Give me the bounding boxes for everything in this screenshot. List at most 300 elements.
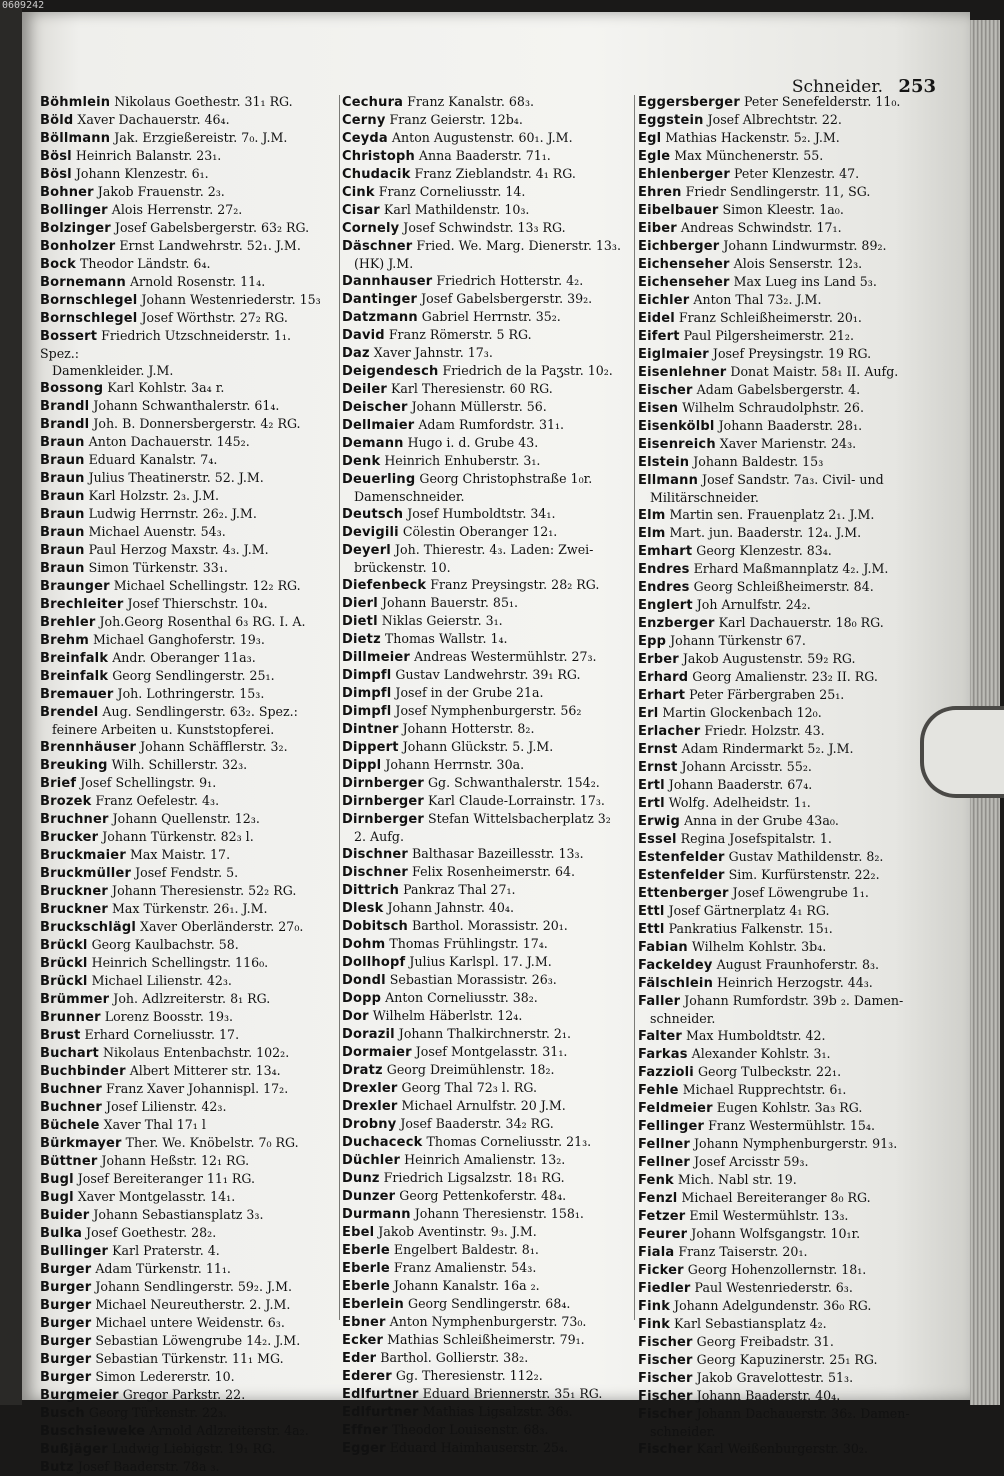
- entry-surname: Bornschlegel: [40, 311, 138, 326]
- entry-surname: Braun: [40, 435, 85, 450]
- entry-details: Paul Pilgersheimerstr. 21₂.: [679, 328, 854, 343]
- directory-entry: [342, 720, 634, 738]
- entry-details: Friedrich Ligsalzstr. 18₁ RG.: [379, 1170, 565, 1185]
- entry-surname: Demann: [342, 436, 404, 451]
- directory-entry: [638, 884, 930, 902]
- directory-entry: [342, 971, 634, 989]
- entry-surname: Ecker: [342, 1333, 384, 1348]
- directory-entry: [638, 1135, 930, 1153]
- directory-entry: [342, 1169, 634, 1187]
- directory-entry: [342, 1187, 634, 1205]
- directory-entry: [40, 667, 332, 685]
- entry-details: Thomas Frühlingstr. 17₄.: [385, 936, 548, 951]
- entry-details: Gregor Parkstr. 22.: [118, 1387, 246, 1402]
- entry-surname: Fenzl: [638, 1191, 678, 1206]
- directory-entry: [342, 380, 634, 398]
- directory-entry: [342, 505, 634, 523]
- directory-entry: [342, 183, 634, 201]
- entry-surname: Eder: [342, 1351, 377, 1366]
- entry-surname: Brozek: [40, 794, 92, 809]
- entry-details: Joh. B. Donnersbergerstr. 4₂ RG.: [89, 416, 301, 431]
- entry-details: Arnold Rosenstr. 11₄.: [125, 274, 266, 289]
- directory-entry: [638, 920, 930, 938]
- entry-details: Franz Corneliusstr. 14.: [374, 184, 526, 199]
- directory-entry: [40, 219, 332, 237]
- entry-details: Thomas Wallstr. 1₄.: [380, 631, 508, 646]
- entry-details: Johann Baaderstr. 40₄.: [692, 1388, 841, 1403]
- directory-entry: [638, 866, 930, 884]
- entry-details: Xaver Dachauerstr. 46₄.: [73, 112, 230, 127]
- directory-entry: [40, 379, 332, 397]
- entry-surname: Christoph: [342, 149, 415, 164]
- entry-surname: Epp: [638, 634, 667, 649]
- entry-details: Barthol. Gollierstr. 38₂.: [376, 1350, 529, 1365]
- directory-entry: [40, 327, 332, 379]
- entry-surname: Breinfalk: [40, 669, 109, 684]
- entry-surname: Buchbinder: [40, 1064, 126, 1079]
- entry-details: Franz Xaver Johannispl. 17₂.: [102, 1081, 289, 1096]
- entry-details: Mathias Ligsalzstr. 36₃.: [418, 1404, 573, 1419]
- entry-details: Johann Bauerstr. 85₁.: [377, 595, 519, 610]
- entry-surname: Feurer: [638, 1227, 688, 1242]
- entry-surname: Fellner: [638, 1137, 690, 1152]
- entry-surname: Dellmaier: [342, 418, 415, 433]
- directory-entry: [638, 1225, 930, 1243]
- entry-surname: Ertl: [638, 796, 665, 811]
- entry-details: Josef Baaderstr. 78a ₃.: [73, 1459, 220, 1474]
- entry-surname: Drobny: [342, 1117, 397, 1132]
- entry-surname: Eichenseher: [638, 275, 730, 290]
- entry-details: Adam Rindermarkt 5₂. J.M.: [677, 741, 854, 756]
- entry-continuation: brückenstr. 10.: [354, 560, 451, 575]
- entry-details: Georg Klenzestr. 83₄.: [692, 543, 832, 558]
- directory-entry: [638, 417, 930, 435]
- directory-entry: [638, 1063, 930, 1081]
- entry-surname: Brandl: [40, 417, 90, 432]
- directory-entry: [40, 792, 332, 810]
- entry-details: Heinrich Enhuberstr. 3₁.: [380, 453, 541, 468]
- entry-surname: Ehren: [638, 185, 682, 200]
- entry-surname: Estenfelder: [638, 850, 725, 865]
- entry-surname: Effner: [342, 1423, 388, 1438]
- entry-surname: Brennhäuser: [40, 740, 137, 755]
- directory-entry: [40, 93, 332, 111]
- entry-details: Anton Augustenstr. 60₁. J.M.: [387, 130, 573, 145]
- entry-details: Michael Bereiteranger 8₀ RG.: [677, 1190, 871, 1205]
- entry-details: Johann Thalkirchnerstr. 2₁.: [394, 1026, 571, 1041]
- entry-details: Johann Arcisstr. 55₂.: [677, 759, 812, 774]
- entry-details: Anna in der Grube 43a₀.: [680, 813, 839, 828]
- entry-surname: Brust: [40, 1028, 81, 1043]
- entry-surname: Fischer: [638, 1335, 693, 1350]
- entry-surname: Ettenberger: [638, 886, 729, 901]
- entry-details: Josef Gärtnerplatz 4₁ RG.: [664, 903, 830, 918]
- directory-entry: [342, 147, 634, 165]
- entry-details: Johann Türkenstr 67.: [666, 633, 806, 648]
- directory-entry: [40, 273, 332, 291]
- entry-details: Johann Baaderstr. 28₁.: [714, 418, 863, 433]
- entry-details: Johann Schäfflerstr. 3₂.: [136, 739, 288, 754]
- directory-entry: [342, 899, 634, 917]
- entry-details: Eugen Kohlstr. 3a₃ RG.: [712, 1100, 863, 1115]
- directory-entry: [40, 255, 332, 273]
- directory-entry: [638, 1153, 930, 1171]
- entry-details: Heinrich Schellingstr. 116₀.: [87, 955, 269, 970]
- directory-entry: [342, 111, 634, 129]
- directory-entry: [342, 1061, 634, 1079]
- entry-surname: Endres: [638, 562, 690, 577]
- entry-surname: Estenfelder: [638, 868, 725, 883]
- entry-details: Heinrich Herzogstr. 44₃.: [713, 975, 873, 990]
- directory-entry: [342, 1241, 634, 1259]
- entry-surname: Chudacik: [342, 167, 411, 182]
- entry-surname: Bullinger: [40, 1244, 109, 1259]
- entry-surname: Bugl: [40, 1172, 74, 1187]
- directory-entry: [638, 1207, 930, 1225]
- entry-surname: Brendel: [40, 705, 99, 720]
- entry-details: Franz Preysingstr. 28₂ RG.: [426, 577, 600, 592]
- entry-details: Gg. Schwanthalerstr. 154₂.: [423, 775, 600, 790]
- directory-entry: [342, 576, 634, 594]
- directory-entry: [40, 738, 332, 756]
- entry-surname: Erwig: [638, 814, 681, 829]
- entry-details: Wilh. Schillerstr. 32₃.: [107, 757, 248, 772]
- directory-entry: [40, 433, 332, 451]
- entry-surname: Dintner: [342, 722, 399, 737]
- entry-surname: Bußjäger: [40, 1442, 108, 1457]
- entry-surname: Dillmeier: [342, 650, 411, 665]
- entry-details: Adam Gabelsbergerstr. 4.: [692, 382, 861, 397]
- entry-surname: Daz: [342, 346, 370, 361]
- entry-details: Xaver Oberländerstr. 27₀.: [136, 919, 304, 934]
- entry-surname: Dippl: [342, 758, 382, 773]
- directory-entry: [342, 93, 634, 111]
- directory-entry: [342, 684, 634, 702]
- entry-details: Josef Baaderstr. 34₂ RG.: [396, 1116, 554, 1131]
- entry-surname: Brandl: [40, 399, 90, 414]
- entry-details: Franz Geierstr. 12b₄.: [385, 112, 523, 127]
- entry-surname: Deigendesch: [342, 364, 439, 379]
- entry-details: Josef Fendstr. 5.: [131, 865, 239, 880]
- directory-entry: [40, 1134, 332, 1152]
- entry-surname: Egger: [342, 1441, 386, 1456]
- entry-details: Johann Herrnstr. 30a.: [381, 757, 525, 772]
- entry-surname: Bruckner: [40, 884, 109, 899]
- entry-surname: Fischer: [638, 1389, 693, 1404]
- entry-details: Johann Quellenstr. 12₃.: [108, 811, 260, 826]
- directory-entry: [638, 632, 930, 650]
- entry-details: Josef Albrechtstr. 22.: [703, 112, 842, 127]
- entry-details: Karl Holzstr. 2₃. J.M.: [84, 488, 220, 503]
- directory-entry: [342, 1025, 634, 1043]
- entry-details: Niklas Geierstr. 3₁.: [377, 613, 503, 628]
- directory-entry: [40, 703, 332, 738]
- entry-details: Johann Kanalstr. 16a ₂.: [389, 1278, 540, 1293]
- entry-details: Franz Kanalstr. 68₃.: [403, 94, 534, 109]
- entry-surname: Dietl: [342, 614, 378, 629]
- directory-entry: [342, 774, 634, 792]
- entry-surname: Ertl: [638, 778, 665, 793]
- directory-entry: [638, 1261, 930, 1279]
- entry-details: Cölestin Oberanger 12₁.: [398, 524, 558, 539]
- column-1: [40, 93, 332, 1476]
- directory-entry: [40, 1224, 332, 1242]
- entry-surname: Dischner: [342, 865, 409, 880]
- entry-surname: Fellner: [638, 1155, 690, 1170]
- directory-entry: [638, 1333, 930, 1351]
- entry-surname: Bolzinger: [40, 221, 111, 236]
- entry-details: Lorenz Boosstr. 19₃.: [100, 1009, 234, 1024]
- entry-details: Regina Josefspitalstr. 1.: [676, 831, 832, 846]
- entry-surname: Dimpfl: [342, 686, 392, 701]
- directory-entry: [40, 1278, 332, 1296]
- entry-details: Sebastian Löwengrube 14₂. J.M.: [91, 1333, 301, 1348]
- directory-entry: [638, 291, 930, 309]
- entry-details: Johann Klenzestr. 6₁.: [71, 166, 209, 181]
- entry-details: Aug. Sendlingerstr. 63₂. Spez.:: [98, 704, 298, 719]
- directory-entry: [342, 756, 634, 774]
- directory-entry: [40, 1350, 332, 1368]
- entry-details: Georg Amalienstr. 23₂ II. RG.: [688, 669, 878, 684]
- entry-details: Joh. Lothringerstr. 15₃.: [113, 686, 265, 701]
- entry-details: Michael Neureutherstr. 2. J.M.: [91, 1297, 291, 1312]
- entry-continuation: Damenkleider. J.M.: [52, 363, 174, 378]
- entry-details: Emil Westermühlstr. 13₃.: [685, 1208, 849, 1223]
- directory-entry: [342, 1133, 634, 1151]
- entry-surname: Brief: [40, 776, 77, 791]
- directory-entry: [638, 1297, 930, 1315]
- entry-surname: Deischer: [342, 400, 408, 415]
- directory-entry: [40, 1296, 332, 1314]
- directory-entry: [342, 1295, 634, 1313]
- directory-entry: [638, 93, 930, 111]
- entry-surname: Dimpfl: [342, 668, 392, 683]
- entry-details: Georg Tulbeckstr. 22₁.: [693, 1064, 842, 1079]
- entry-details: Wilhelm Kohlstr. 3b₄.: [687, 939, 827, 954]
- directory-entry: [40, 1206, 332, 1224]
- directory-entry: [342, 290, 634, 308]
- directory-entry: [40, 595, 332, 613]
- directory-entry: [40, 1260, 332, 1278]
- entry-surname: Eifert: [638, 329, 680, 344]
- entry-surname: Däschner: [342, 239, 413, 254]
- entry-surname: Braun: [40, 453, 85, 468]
- entry-surname: Dormaier: [342, 1045, 412, 1060]
- entry-details: Anton Dachauerstr. 145₂.: [84, 434, 250, 449]
- entry-surname: Eberle: [342, 1243, 390, 1258]
- entry-details: Max Münchenerstr. 55.: [670, 148, 824, 163]
- entry-surname: Breinfalk: [40, 651, 109, 666]
- entry-details: Georg Sendlingerstr. 25₁.: [108, 668, 275, 683]
- directory-entry: [40, 756, 332, 774]
- entry-surname: Eisen: [638, 401, 679, 416]
- directory-entry: [342, 344, 634, 362]
- entry-details: Johann Baaderstr. 67₄.: [664, 777, 813, 792]
- entry-details: Pankraz Thal 27₁.: [399, 882, 516, 897]
- directory-entry: [40, 1386, 332, 1404]
- entry-continuation: Damenschneider.: [354, 489, 465, 504]
- entry-surname: Fehle: [638, 1083, 679, 1098]
- entry-details: Mathias Schleißheimerstr. 79₁.: [383, 1332, 585, 1347]
- directory-entry: [40, 129, 332, 147]
- entry-details: Martin sen. Frauenplatz 2₁. J.M.: [665, 507, 875, 522]
- directory-entry: [638, 147, 930, 165]
- entry-surname: Fischer: [638, 1442, 693, 1457]
- directory-entry: [342, 523, 634, 541]
- entry-surname: Ettl: [638, 904, 665, 919]
- entry-details: Johann Westenriederstr. 15₃: [137, 292, 321, 307]
- entry-surname: Bürkmayer: [40, 1136, 122, 1151]
- entry-surname: Bremauer: [40, 687, 114, 702]
- entry-details: Peter Färbergraben 25₁.: [685, 687, 845, 702]
- entry-details: Thomas Corneliusstr. 21₃.: [422, 1134, 592, 1149]
- directory-entry: [40, 882, 332, 900]
- directory-entry: [638, 812, 930, 830]
- directory-entry: [638, 830, 930, 848]
- directory-entry: [342, 219, 634, 237]
- entry-surname: Emhart: [638, 544, 693, 559]
- entry-surname: Dor: [342, 1009, 369, 1024]
- entry-surname: Brümmer: [40, 992, 110, 1007]
- column-divider: [339, 95, 340, 1320]
- entry-details: Josef Lilienstr. 42₃.: [102, 1099, 227, 1114]
- entry-details: Mathias Hackenstr. 5₂. J.M.: [661, 130, 840, 145]
- directory-entry: [638, 183, 930, 201]
- entry-surname: Fabian: [638, 940, 688, 955]
- entry-details: Jakob Aventinstr. 9₃. J.M.: [374, 1224, 537, 1239]
- entry-details: Max Humboldtstr. 42.: [682, 1028, 826, 1043]
- entry-details: Paul Westenriederstr. 6₃.: [690, 1280, 853, 1295]
- directory-entry: [638, 273, 930, 291]
- entry-details: Josef Löwengrube 1₁.: [728, 885, 869, 900]
- entry-surname: Falter: [638, 1029, 682, 1044]
- entry-details: Michael Ganghoferstr. 19₃.: [88, 632, 265, 647]
- entry-details: Georg Kaulbachstr. 58.: [87, 937, 239, 952]
- entry-details: Johann Nymphenburgerstr. 91₃.: [689, 1136, 898, 1151]
- entry-details: Johann Schwanthalerstr. 61₄.: [89, 398, 280, 413]
- entry-details: Pankratius Falkenstr. 15₁.: [664, 921, 833, 936]
- entry-details: Theodor Ländstr. 6₄.: [76, 256, 211, 271]
- directory-entry: [638, 974, 930, 992]
- directory-entry: [638, 1045, 930, 1063]
- directory-entry: [40, 309, 332, 327]
- directory-entry: [40, 990, 332, 1008]
- entry-surname: Ceyda: [342, 131, 388, 146]
- entry-surname: Böld: [40, 113, 74, 128]
- entry-details: Franz Schleißheimerstr. 20₁.: [674, 310, 862, 325]
- directory-entry: [638, 758, 930, 776]
- directory-entry: [40, 1098, 332, 1116]
- entry-details: Johann Sendlingerstr. 59₂. J.M.: [91, 1279, 292, 1294]
- entry-details: Michael Rupprechtstr. 6₁.: [678, 1082, 847, 1097]
- entry-details: Karl Theresienstr. 60 RG.: [386, 381, 553, 396]
- directory-entry: [638, 345, 930, 363]
- column-divider: [634, 95, 635, 1320]
- directory-entry: [40, 183, 332, 201]
- directory-entry: [342, 953, 634, 971]
- directory-entry: [342, 272, 634, 290]
- entry-surname: Bruchner: [40, 812, 109, 827]
- entry-details: Stefan Wittelsbacherplatz 3₂: [423, 811, 611, 826]
- entry-surname: Eisenreich: [638, 437, 716, 452]
- directory-entry: [40, 864, 332, 882]
- entry-surname: Dopp: [342, 991, 382, 1006]
- entry-details: Martin Glockenbach 12₀.: [658, 705, 822, 720]
- directory-entry: [342, 129, 634, 147]
- directory-entry: [342, 326, 634, 344]
- entry-details: Adam Rumfordstr. 31₁.: [414, 417, 565, 432]
- entry-surname: Drexler: [342, 1099, 398, 1114]
- column-3: [638, 93, 930, 1458]
- entry-details: Xaver Thal 17₁ l: [99, 1117, 206, 1132]
- entry-surname: Brunner: [40, 1010, 101, 1025]
- entry-surname: Dimpfl: [342, 704, 392, 719]
- entry-details: Johann Theresienstr. 158₁.: [410, 1206, 584, 1221]
- entry-details: Felix Rosenheimerstr. 64.: [408, 864, 575, 879]
- entry-surname: Bohner: [40, 185, 94, 200]
- entry-surname: Bruckmüller: [40, 866, 132, 881]
- directory-entry: [638, 1189, 930, 1207]
- entry-surname: Brechleiter: [40, 597, 124, 612]
- entry-details: Alois Herrenstr. 27₂.: [107, 202, 243, 217]
- entry-details: Josef Montgelasstr. 31₁.: [411, 1044, 568, 1059]
- directory-entry: [40, 918, 332, 936]
- directory-entry: [342, 416, 634, 434]
- entry-details: Simon Ledererstr. 10.: [91, 1369, 235, 1384]
- directory-entry: [342, 1349, 634, 1367]
- directory-entry: [342, 1151, 634, 1169]
- entry-details: Josef Preysingstr. 19 RG.: [708, 346, 872, 361]
- entry-details: Gabriel Herrnstr. 35₂.: [417, 309, 561, 324]
- entry-surname: Feldmeier: [638, 1101, 713, 1116]
- directory-entry: [638, 848, 930, 866]
- entry-continuation: feinere Arbeiten u. Kunststopferei.: [52, 722, 275, 737]
- entry-surname: Dirnberger: [342, 794, 424, 809]
- entry-surname: Bornschlegel: [40, 293, 138, 308]
- page-gutter: [0, 0, 22, 1405]
- entry-details: August Fraunhoferstr. 8₃.: [712, 957, 880, 972]
- entry-details: Friedrich Hotterstr. 4₂.: [432, 273, 584, 288]
- directory-entry: [638, 399, 930, 417]
- entry-surname: Dondl: [342, 973, 386, 988]
- entry-surname: Burger: [40, 1298, 92, 1313]
- entry-details: Georg Dreimühlenstr. 18₂.: [382, 1062, 555, 1077]
- entry-details: Josef Nymphenburgerstr. 56₂: [391, 703, 582, 718]
- directory-entry: [638, 596, 930, 614]
- entry-surname: Breuking: [40, 758, 108, 773]
- entry-surname: Brückl: [40, 938, 88, 953]
- entry-continuation: Militärschneider.: [650, 490, 759, 505]
- entry-surname: Fackeldey: [638, 958, 713, 973]
- entry-details: Albert Mitterer str. 13₄.: [125, 1063, 281, 1078]
- entry-surname: Deyerl: [342, 543, 391, 558]
- entry-surname: Buchart: [40, 1046, 99, 1061]
- entry-surname: Dischner: [342, 847, 409, 862]
- entry-details: Georg Schleißheimerstr. 84.: [689, 579, 874, 594]
- directory-entry: [638, 524, 930, 542]
- entry-surname: Endres: [638, 580, 690, 595]
- entry-surname: Böllmann: [40, 131, 111, 146]
- directory-entry: [342, 1403, 634, 1421]
- entry-details: Michael Lilienstr. 42₃.: [87, 973, 232, 988]
- entry-surname: Fellinger: [638, 1119, 705, 1134]
- section-title: Schneider.: [791, 77, 884, 97]
- entry-surname: Ebner: [342, 1315, 386, 1330]
- directory-entry: [40, 1044, 332, 1062]
- entry-surname: Bruckner: [40, 902, 109, 917]
- entry-details: Jakob Frauenstr. 2₃.: [93, 184, 225, 199]
- entry-surname: Deuerling: [342, 472, 416, 487]
